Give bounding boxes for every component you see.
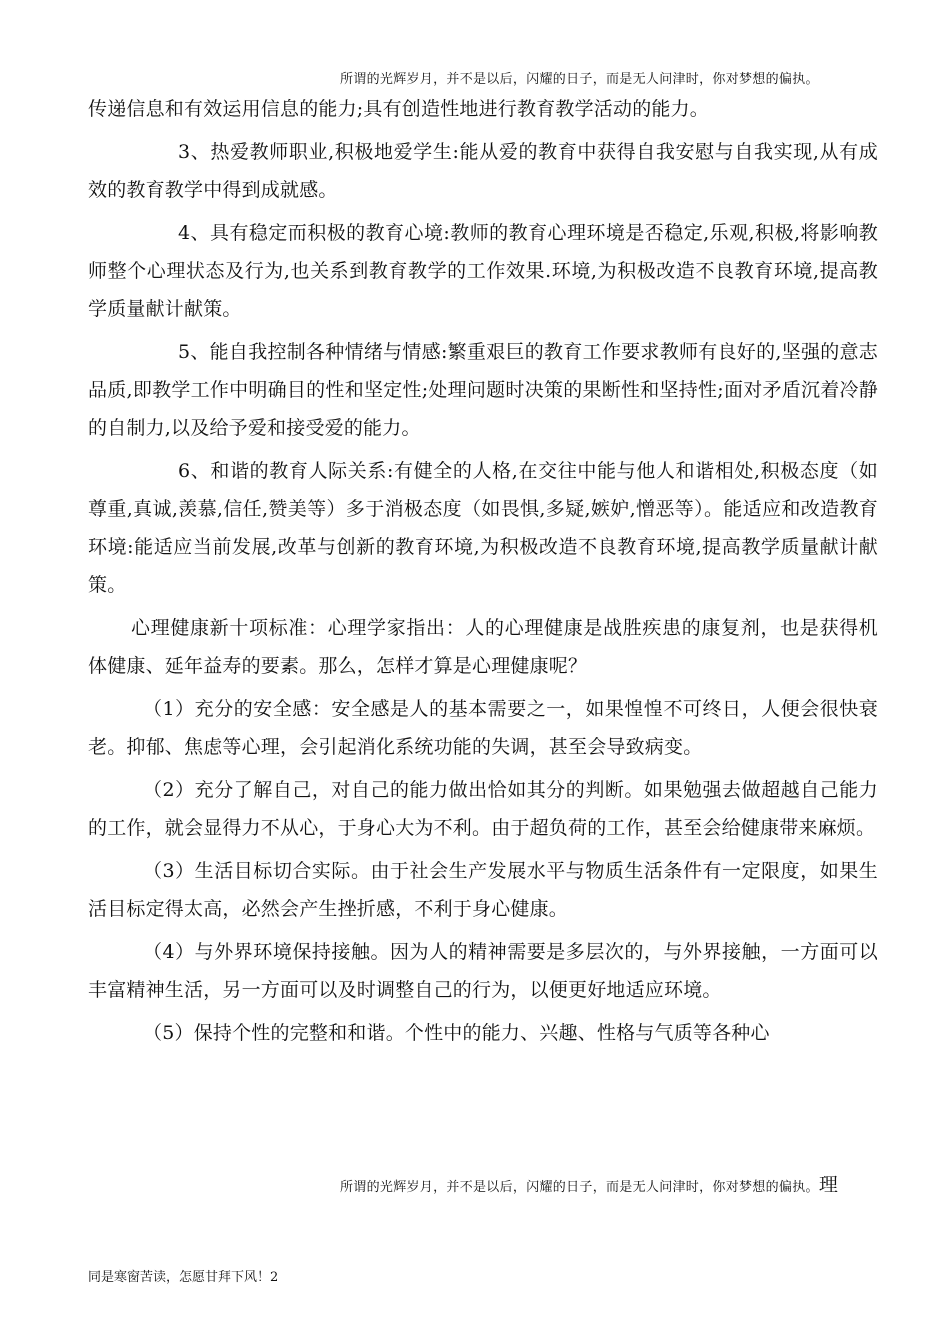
paragraph-continuation: 传递信息和有效运用信息的能力;具有创造性地进行教育教学活动的能力。 xyxy=(88,98,710,120)
paragraph-item-3: 3、热爱教师职业,积极地爱学生:能从爱的教育中获得自我安慰与自我实现,从有成效的教育教学中得到成就感。 xyxy=(88,141,878,201)
page-footer-motto-line xyxy=(340,1170,838,1197)
paragraph-standard-2: （2）充分了解自己，对自己的能力做出恰如其分的判断。如果勉强去做超越自己能力的工作，就会显得力不从心，于身心大为不利。由于超负荷的工作，甚至会给健康带来麻烦。 xyxy=(88,779,878,839)
footer-motto: 所谓的光辉岁月，并不是以后，闪耀的日子，而是无人问津时，你对梦想的偏执。 xyxy=(340,1180,819,1195)
page-header-motto: 所谓的光辉岁月，并不是以后，闪耀的日子，而是无人问津时，你对梦想的偏执。 xyxy=(340,72,819,87)
document-body xyxy=(88,90,878,1052)
footer-continuation-char: 理 xyxy=(818,1174,838,1196)
paragraph-item-4: 4、具有稳定而积极的教育心境:教师的教育心理环境是否稳定,乐观,积极,将影响教师整个心理状态及行为,也关系到教育教学的工作效果.环境,为积极改造不良教育环境,提高教学质量献计献策。 xyxy=(88,222,878,320)
paragraph-item-6: 6、和谐的教育人际关系:有健全的人格,在交往中能与他人和谐相处,积极态度（如尊重,真诚,羡慕,信任,赞美等）多于消极态度（如畏惧,多疑,嫉妒,憎恶等）。能适应和改造教育环境:能适应当前发展,改革与创新的教育环境,为积极改造不良教育环境,提高教学质量献计献策。 xyxy=(88,460,878,596)
paragraph-standard-1: （1）充分的安全感：安全感是人的基本需要之一，如果惶惶不可终日，人便会很快衰老。抑郁、焦虑等心理，会引起消化系统功能的失调，甚至会导致病变。 xyxy=(88,698,878,758)
paragraph-mental-health-intro: 心理健康新十项标准：心理学家指出：人的心理健康是战胜疾患的康复剂，也是获得机体健康、延年益寿的要素。那么，怎样才算是心理健康呢？ xyxy=(88,617,878,677)
paragraph-standard-5: （5）保持个性的完整和和谐。个性中的能力、兴趣、性格与气质等各种心 xyxy=(143,1022,770,1044)
paragraph-standard-3: （3）生活目标切合实际。由于社会生产发展水平与物质生活条件有一定限度，如果生活目标定得太高，必然会产生挫折感，不利于身心健康。 xyxy=(88,860,878,920)
paragraph-item-5: 5、能自我控制各种情绪与情感:繁重艰巨的教育工作要求教师有良好的,坚强的意志品质,即教学工作中明确目的性和坚定性;处理问题时决策的果断性和坚持性;面对矛盾沉着冷静的自制力,以及给予爱和接受爱的能力。 xyxy=(88,341,878,439)
paragraph-standard-4: （4）与外界环境保持接触。因为人的精神需要是多层次的，与外界接触，一方面可以丰富精神生活，另一方面可以及时调整自己的行为，以便更好地适应环境。 xyxy=(88,941,878,1001)
page-number-note: 同是寒窗苦读，怎愿甘拜下风！2 xyxy=(88,1270,279,1285)
